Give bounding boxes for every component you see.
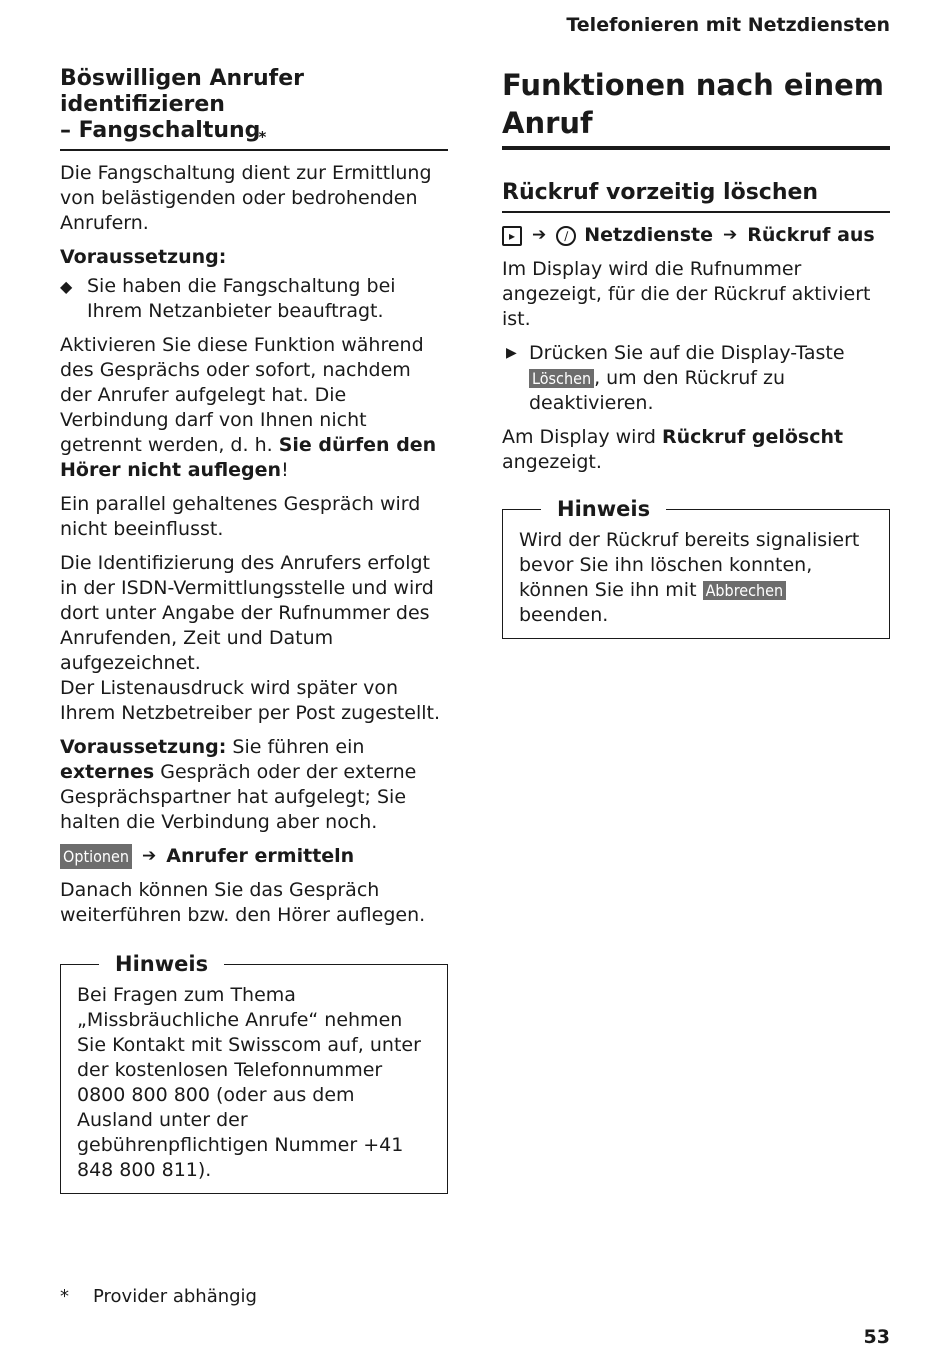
menu-icon: ▸ — [502, 226, 522, 246]
chapter-heading: Funktionen nach einem Anruf — [502, 66, 890, 150]
left-column — [60, 66, 448, 1194]
arrow-right-icon: ➔ — [532, 225, 547, 245]
menu-path — [60, 844, 448, 869]
section-heading-rueckruf: Rückruf vorzeitig löschen — [502, 180, 890, 213]
diamond-bullet-icon: ◆ — [60, 277, 73, 296]
printout-paragraph: Der Listenausdruck wird später von Ihrem Netzbetreiber per Post zugestellt. — [60, 677, 441, 724]
running-header: Telefonieren mit Netzdiensten — [566, 14, 890, 36]
network-services-icon: ∕ — [556, 226, 576, 246]
bullet-text: Sie haben die Fangschaltung bei Ihrem Netzanbieter beauftragt. — [87, 275, 396, 322]
step-item — [502, 341, 890, 416]
arrow-right-icon: ➔ — [722, 225, 738, 245]
result-paragraph: Am Display wird Rückruf gelöscht angezeigt. — [502, 426, 844, 473]
prerequisite-paragraph: Voraussetzung: Sie führen ein externes Gespräch oder der externe Gesprächspartner hat aufgelegt; Sie halten die Verbindung aber noch. — [60, 736, 417, 833]
triangle-bullet-icon: ▶ — [506, 345, 517, 361]
section-heading-fangschaltung — [60, 66, 448, 151]
abbrechen-key[interactable]: Abbrechen — [703, 581, 787, 600]
prerequisite-label: Voraussetzung: — [60, 246, 227, 268]
menu-path — [502, 223, 890, 248]
note-box — [502, 497, 890, 639]
footnote-text: Provider abhängig — [93, 1286, 257, 1307]
bullet-item — [60, 274, 448, 324]
heading-line-1: Böswilligen Anrufer identifizieren — [60, 66, 304, 117]
right-column — [502, 66, 890, 639]
arrow-right-icon: ➔ — [142, 846, 157, 866]
menu-item-rueckruf-aus: Rückruf aus — [747, 224, 875, 246]
footnote — [60, 1286, 257, 1307]
page-number: 53 — [863, 1326, 890, 1348]
step-text: Drücken Sie auf die Display-Taste Löschen , um den Rückruf zu deaktivieren. — [529, 342, 845, 414]
note-body: Bei Fragen zum Thema „Missbräuchliche Anrufe“ nehmen Sie Kontakt mit Swisscom auf, unter der kostenlosen Telefonnummer 0800 800 800 (oder aus dem Ausland unter der gebührenpflichtigen Nummer +41 848 800 811). — [77, 984, 421, 1181]
note-body: Wird der Rückruf bereits signalisiert bevor Sie ihn löschen konnten, können Sie ihn mit Abbrechen beenden. — [519, 529, 860, 626]
identification-paragraph: Die Identifizierung des Anrufers erfolgt in der ISDN-Vermittlungsstelle und wird dort unter Angabe der Rufnummer des Anrufenden, Zeit und Datum aufgezeichnet. — [60, 552, 434, 674]
heading-line-2: – Fangschaltung — [60, 118, 261, 143]
activate-paragraph: Aktivieren Sie diese Funktion während des Gesprächs oder sofort, nachdem der Anrufer aufgelegt hat. Die Verbindung darf von Ihnen nicht getrennt werden, d. h. Sie dürfen den Hörer nicht auflegen! — [60, 334, 437, 481]
footnote-star: * — [60, 1286, 69, 1307]
after-paragraph: Danach können Sie das Gespräch weiterführen bzw. den Hörer auflegen. — [60, 879, 426, 926]
intro-paragraph: Die Fangschaltung dient zur Ermittlung von belästigenden oder bedrohenden Anrufern. — [60, 162, 432, 234]
optionen-key[interactable]: Optionen — [60, 844, 132, 869]
menu-item-netzdienste: Netzdienste — [584, 224, 713, 246]
parallel-paragraph: Ein parallel gehaltenes Gespräch wird nicht beeinflusst. — [60, 493, 421, 540]
menu-item-anrufer-ermitteln: Anrufer ermitteln — [166, 845, 355, 867]
note-box — [60, 952, 448, 1194]
note-title: Hinweis — [541, 496, 666, 522]
display-paragraph: Im Display wird die Rufnummer angezeigt, für die der Rückruf aktiviert ist. — [502, 258, 871, 330]
footnote-mark: * — [258, 128, 267, 146]
note-title: Hinweis — [99, 951, 224, 977]
activate-warning: Sie dürfen den Hörer nicht auflegen — [60, 434, 437, 481]
loeschen-key[interactable]: Löschen — [529, 369, 594, 388]
